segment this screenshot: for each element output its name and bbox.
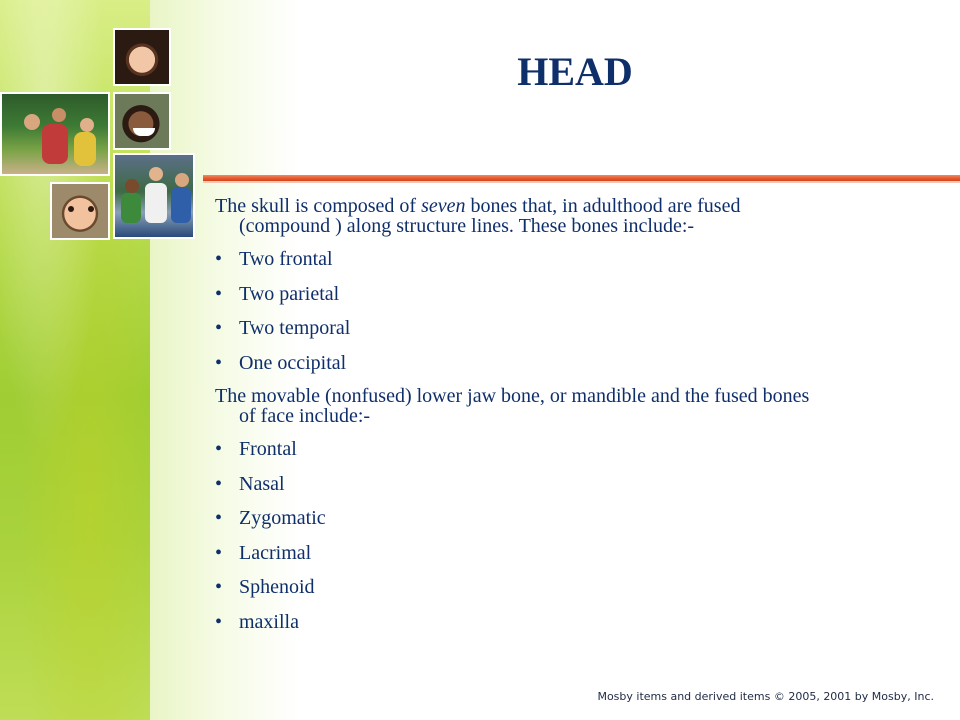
list-item: • Zygomatic (215, 507, 326, 529)
copyright-footer: Mosby items and derived items © 2005, 2001 by Mosby, Inc. (597, 690, 934, 703)
list-item: • Two parietal (215, 282, 340, 305)
list-item: • maxilla (215, 610, 299, 633)
list-item: • One occipital (215, 351, 347, 374)
slide-title: HEAD (517, 49, 633, 94)
title-divider-shadow (203, 181, 960, 183)
laughing-woman-photo (113, 92, 171, 150)
list-item: • Lacrimal (215, 541, 312, 564)
face-intro-line1: The movable (nonfused) lower jaw bone, or mandible and the fused bones (215, 385, 810, 407)
skull-intro-text: The skull is composed of (215, 195, 422, 217)
slide-body (215, 196, 945, 645)
skull-bones-list (215, 248, 945, 374)
children-playing-photo (0, 92, 110, 176)
skull-intro-line2: (compound ) along structure lines. These bones include:- (239, 215, 695, 237)
people-group-photo (113, 153, 195, 239)
list-item: • Nasal (215, 472, 285, 495)
infant-photo (50, 182, 110, 240)
face-bones-list (215, 438, 945, 633)
baby-photo (113, 28, 171, 86)
skull-intro-text-end: bones that, in adulthood are fused (465, 195, 741, 217)
skull-intro (215, 196, 945, 236)
list-item: • Two frontal (215, 248, 333, 270)
list-item: • Frontal (215, 438, 297, 460)
face-intro (215, 386, 945, 426)
seven-emphasis: seven (421, 195, 466, 217)
face-intro-line2: of face include:- (239, 405, 371, 427)
list-item: • Two temporal (215, 317, 351, 339)
list-item: • Sphenoid (215, 576, 315, 598)
